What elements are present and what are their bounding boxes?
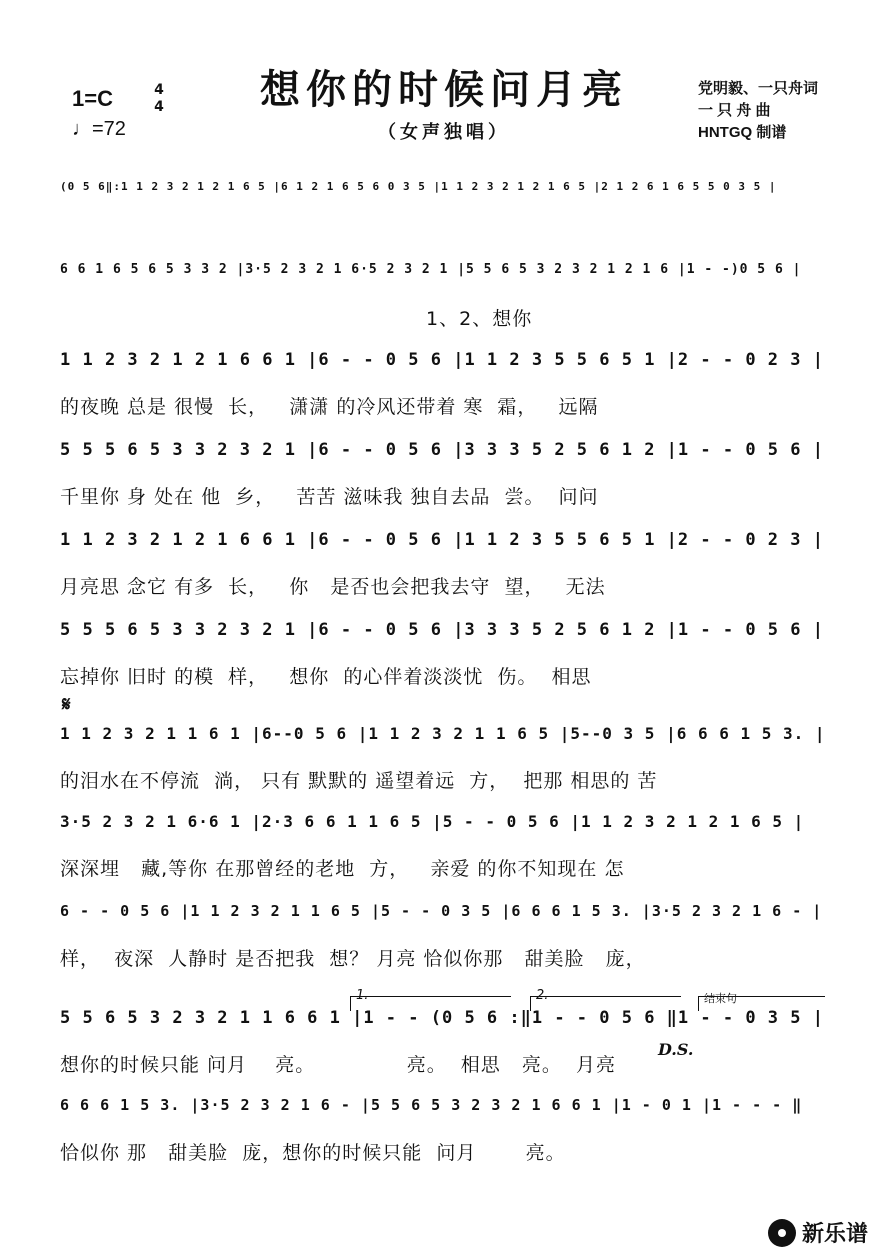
notes-line-5: 1 1 2 3 2 1 2 1 6 6 1 |6 - - 0 5 6 |1 1 2 3 5 5 6 5 1 |2 - - 0 2 3 | bbox=[60, 530, 824, 550]
volta-ending-bracket bbox=[698, 996, 825, 1011]
song-subtitle: （女声独唱） bbox=[378, 122, 510, 143]
credit-composer: 一 只 舟 曲 bbox=[698, 102, 771, 119]
lyric-line-11: 恰似你 那 甜美脸 庞，想你的时候只能 问月 亮。 bbox=[60, 1142, 566, 1164]
lyric-line-9: 样， 夜深 人静时 是否把我 想？ 月亮 恰似你那 甜美脸 庞， bbox=[60, 948, 646, 970]
song-title: 想你的时候问月亮 bbox=[260, 66, 628, 113]
lyric-line-7: 的泪水在不停流 淌， 只有 默默的 遥望着远 方， 把那 相思的 苦 bbox=[60, 770, 658, 792]
credits bbox=[698, 78, 818, 144]
credit-lyricist: 党明毅、一只舟词 bbox=[698, 80, 819, 97]
notes-line-4: 5 5 5 6 5 3 3 2 3 2 1 |6 - - 0 5 6 |3 3 3 5 2 5 6 1 2 |1 - - 0 5 6 | bbox=[60, 440, 824, 460]
notes-line-7: 1 1 2 3 2 1 1 6 1 |6--0 5 6 |1 1 2 3 2 1 1 6 5 |5--0 3 5 |6 6 6 1 5 3. | bbox=[60, 724, 826, 743]
notes-line-3: 1 1 2 3 2 1 2 1 6 6 1 |6 - - 0 5 6 |1 1 2 3 5 5 6 5 1 |2 - - 0 2 3 | bbox=[60, 350, 824, 370]
lyric-line-3: 的夜晚 总是 很慢 长， 潇潇 的冷风还带着 寒 霜， 远隔 bbox=[60, 396, 599, 418]
lyric-line-4: 千里你 身 处在 他 乡， 苦苦 滋味我 独自去品 尝。 问问 bbox=[60, 486, 599, 508]
notes-line-8: 3·5 2 3 2 1 6·6 1 |2·3 6 6 1 1 6 5 |5 - - 0 5 6 |1 1 2 3 2 1 2 1 6 5 | bbox=[60, 812, 805, 831]
tempo-mark: ♩=72 bbox=[72, 118, 126, 140]
record-icon bbox=[768, 1219, 796, 1247]
volta-first-bracket bbox=[350, 996, 511, 1011]
lyric-line-6: 忘掉你 旧时 的模 样， 想你 的心伴着淡淡忧 伤。 相思 bbox=[60, 666, 592, 688]
notes-line-1: (0 5 6‖:1 1 2 3 2 1 2 1 6 5 |6 1 2 1 6 5 6 0 3 5 |1 1 2 3 2 1 2 1 6 5 |2 1 2 6 1 6 5 5 0 3 5 | bbox=[60, 180, 777, 193]
key-signature: 1=C bbox=[72, 86, 113, 111]
time-bottom: 4 bbox=[154, 99, 164, 115]
site-logo bbox=[768, 1217, 868, 1248]
segno-sign: 𝄋 bbox=[62, 692, 71, 716]
notes-line-2: 6 6 1 6 5 6 5 3 3 2 |3·5 2 3 2 1 6·5 2 3 2 1 |5 5 6 5 3 2 3 2 1 2 1 6 |1 - -)0 5 6 | bbox=[60, 262, 802, 277]
notes-line-10: 5 5 6 5 3 2 3 2 1 1 6 6 1 |1 - - (0 5 6 :‖1 - - 0 5 6 ‖1 - - 0 3 5 | bbox=[60, 1008, 824, 1028]
logo-text: 新乐谱 bbox=[801, 1222, 868, 1247]
volta-ending: 结束句 bbox=[704, 992, 737, 1005]
volta-first: 1. bbox=[356, 988, 369, 1003]
lyric-line-10: 想你的时候只能 问月 亮。 亮。 相思 亮。 月亮 bbox=[60, 1054, 616, 1076]
time-signature bbox=[150, 82, 168, 115]
notes-line-11: 6 6 6 1 5 3. |3·5 2 3 2 1 6 - |5 5 6 5 3 2 3 2 1 6 6 1 |1 - 0 1 |1 - - - ‖ bbox=[60, 1096, 803, 1114]
volta-second-bracket bbox=[530, 996, 681, 1011]
credit-transcriber: HNTGQ 制谱 bbox=[698, 124, 787, 141]
time-top: 4 bbox=[154, 82, 164, 98]
notes-line-9: 6 - - 0 5 6 |1 1 2 3 2 1 1 6 5 |5 - - 0 3 5 |6 6 6 1 5 3. |3·5 2 3 2 1 6 - | bbox=[60, 902, 823, 920]
lyric-line-8: 深深埋 藏,等你 在那曾经的老地 方， 亲爱 的你不知现在 怎 bbox=[60, 858, 625, 880]
lyric-line-5: 月亮思 念它 有多 长， 你 是否也会把我去守 望， 无法 bbox=[60, 576, 606, 598]
ds-mark: D.S. bbox=[658, 1040, 694, 1059]
volta-second: 2. bbox=[536, 988, 549, 1003]
lyric-line-2: 1、2、想你 bbox=[60, 308, 533, 330]
notes-line-6: 5 5 5 6 5 3 3 2 3 2 1 |6 - - 0 5 6 |3 3 3 5 2 5 6 1 2 |1 - - 0 5 6 | bbox=[60, 620, 824, 640]
